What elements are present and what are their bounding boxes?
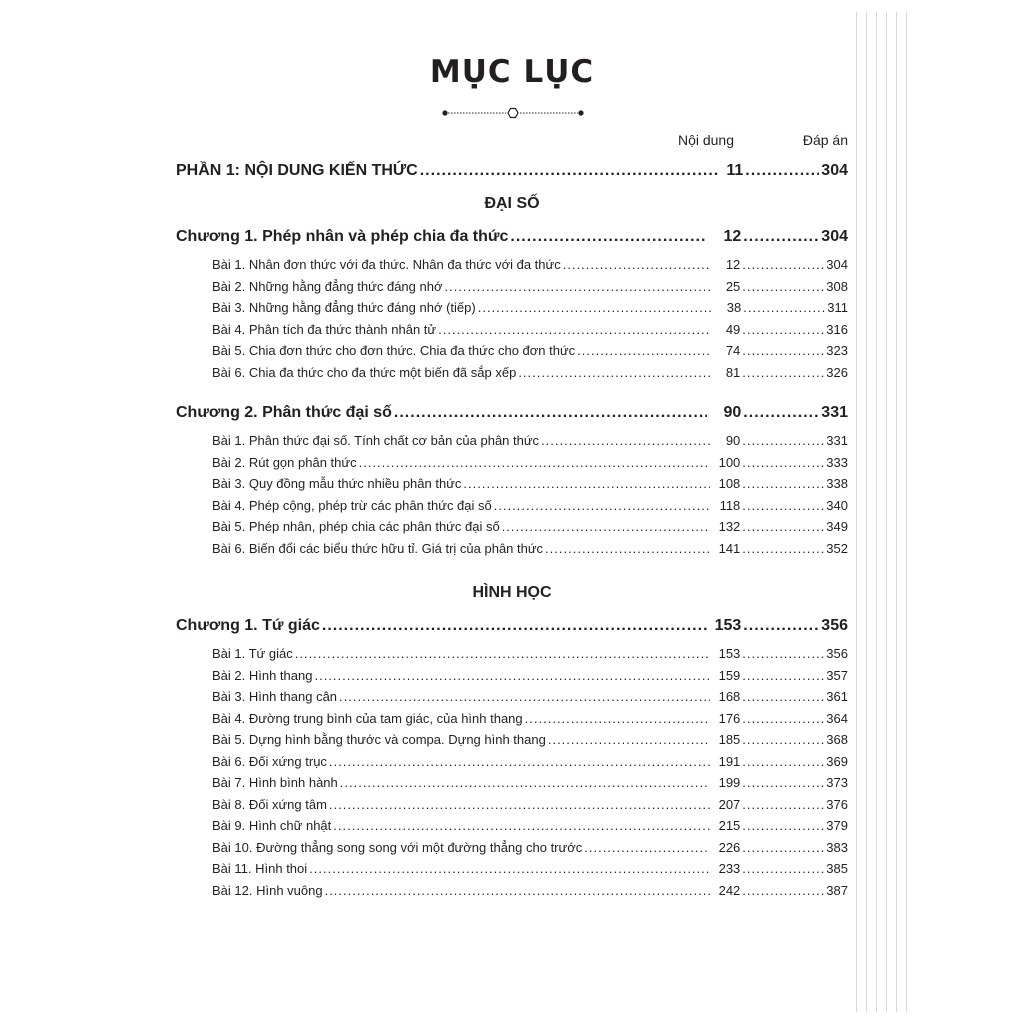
lesson-entry[interactable]: Bài 3. Quy đồng mẫu thức nhiều phân thức ..... 108 ..... 338 [176,476,848,498]
chapter-page: 12 [723,228,742,245]
lesson-entry[interactable]: Bài 2. Hình thang ..... 159 ..... 357 [176,668,848,690]
page-edges [856,12,908,1012]
part-page: 11 [726,162,744,179]
lesson-entry[interactable]: Bài 4. Phân tích đa thức thành nhân tử ..... 49 ..... 316 [176,322,848,344]
chapter-entry[interactable] [176,404,848,426]
title-ornament [442,105,584,121]
lesson-entry[interactable]: Bài 2. Rút gọn phân thức ..... 100 ..... 333 [176,455,848,477]
section-heading-algebra: ĐẠI SỐ [484,195,540,212]
lesson-entry[interactable]: Bài 12. Hình vuông ..... 242 ..... 387 [176,883,848,905]
chapter-entry[interactable] [176,228,848,250]
chapter-entry[interactable] [176,617,848,639]
page-title: MỤC LỤC [429,54,595,90]
lesson-entry[interactable]: Bài 8. Đối xứng tâm ..... 207 ..... 376 [176,797,848,819]
chapter-title: Chương 1. Tứ giác [176,617,320,634]
lesson-entry[interactable]: Bài 3. Những hằng đẳng thức đáng nhớ (tiếp) ..... 38 ..... 311 [176,300,848,322]
chapter-title: Chương 1. Phép nhân và phép chia đa thức [176,228,509,245]
lesson-entry[interactable]: Bài 4. Đường trung bình của tam giác, của hình thang ..... 176 ..... 364 [176,711,848,733]
chapter-answer-page: 331 [821,404,848,421]
lesson-list [176,646,848,904]
column-labels [176,132,848,150]
chapter-page: 90 [723,404,742,421]
chapter-answer-page: 304 [821,228,848,245]
lesson-entry[interactable]: Bài 1. Tứ giác ..... 153 ..... 356 [176,646,848,668]
lesson-entry[interactable]: Bài 6. Biến đổi các biểu thức hữu tỉ. Giá trị của phân thức ..... 141 ..... 352 [176,541,848,563]
lesson-entry[interactable]: Bài 5. Phép nhân, phép chia các phân thức đại số ..... 132 ..... 349 [176,519,848,541]
lesson-entry[interactable]: Bài 11. Hình thoi ..... 233 ..... 385 [176,861,848,883]
lesson-list [176,433,848,562]
chapter-title: Chương 2. Phân thức đại số [176,404,392,421]
lesson-entry[interactable]: Bài 9. Hình chữ nhật ..... 215 ..... 379 [176,818,848,840]
answer-column-label: Đáp án [802,132,848,148]
lesson-entry[interactable]: Bài 6. Đối xứng trục ..... 191 ..... 369 [176,754,848,776]
chapter-answer-page: 356 [821,617,848,634]
part-title: PHẦN 1: NỘI DUNG KIẾN THỨC [176,162,418,179]
lesson-entry[interactable]: Bài 10. Đường thẳng song song với một đường thẳng cho trước ..... 226 ..... 383 [176,840,848,862]
lesson-entry[interactable]: Bài 1. Phân thức đại số. Tính chất cơ bản của phân thức ..... 90 ..... 331 [176,433,848,455]
lesson-entry[interactable]: Bài 5. Chia đơn thức cho đơn thức. Chia đa thức cho đơn thức ..... 74 ..... 323 [176,343,848,365]
chapter-page: 153 [714,617,742,634]
lesson-entry[interactable]: Bài 1. Nhân đơn thức với đa thức. Nhân đa thức với đa thức ..... 12 ..... 304 [176,257,848,279]
lesson-entry[interactable]: Bài 2. Những hằng đẳng thức đáng nhớ ..... 25 ..... 308 [176,279,848,301]
lesson-entry[interactable]: Bài 3. Hình thang cân ..... 168 ..... 361 [176,689,848,711]
lesson-entry[interactable]: Bài 4. Phép cộng, phép trừ các phân thức đại số ..... 118 ..... 340 [176,498,848,520]
part-entry[interactable] [176,162,848,184]
lesson-entry[interactable]: Bài 7. Hình bình hành ..... 199 ..... 373 [176,775,848,797]
content-column-label: Nội dung [677,132,734,148]
section-heading-geometry: HÌNH HỌC [472,584,552,601]
lesson-entry[interactable]: Bài 5. Dựng hình bằng thước và compa. Dựng hình thang ..... 185 ..... 368 [176,732,848,754]
part-answer-page: 304 [821,162,848,179]
lesson-entry[interactable]: Bài 6. Chia đa thức cho đa thức một biến đã sắp xếp ..... 81 ..... 326 [176,365,848,387]
table-of-contents [176,162,848,904]
lesson-list [176,257,848,386]
